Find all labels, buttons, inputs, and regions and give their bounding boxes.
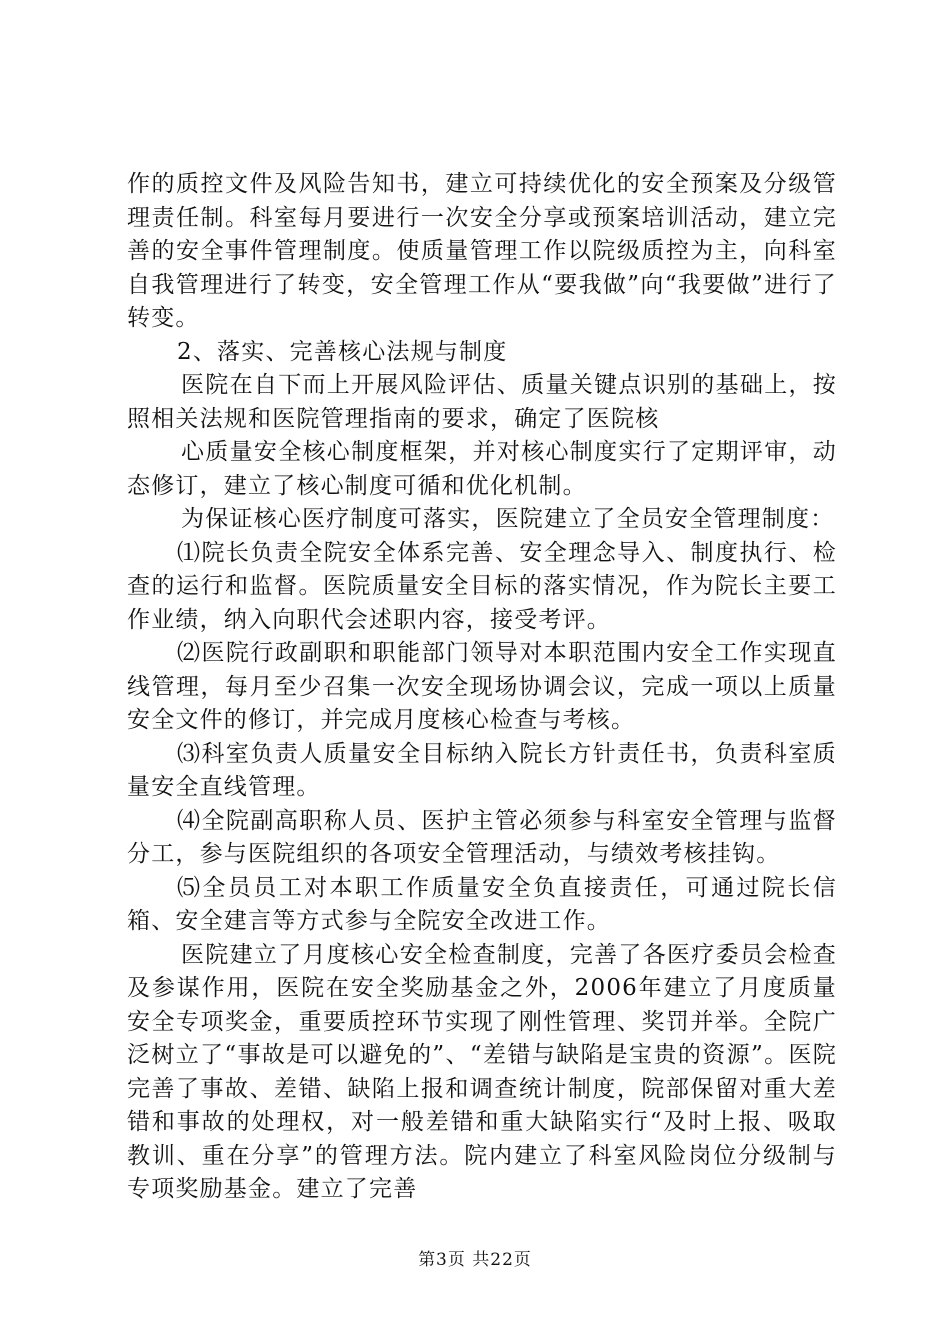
document-body <box>127 168 837 1207</box>
paragraph: 心质量安全核心制度框架，并对核心制度实行了定期评审，动态修订，建立了核心制度可循和优化机制。 <box>127 439 837 499</box>
paragraph-continuation: 作的质控文件及风险告知书，建立可持续优化的安全预案及分级管理责任制。科室每月要进行一次安全分享或预案培训活动，建立完善的安全事件管理制度。使质量管理工作以院级质控为主，向科室自我管理进行了转变，安全管理工作从“要我做”向“我要做”进行了转变。 <box>127 171 837 331</box>
section-heading: 2、落实、完善核心法规与制度 <box>177 338 508 365</box>
page-number-footer: 第3页 共22页 <box>418 1250 532 1270</box>
paragraph: 医院建立了月度核心安全检查制度，完善了各医疗委员会检查及参谋作用，医院在安全奖励基金之外，2006年建立了月度质量安全专项奖金，重要质控环节实现了刚性管理、奖罚并举。全院广泛树立了“事故是可以避免的”、“差错与缺陷是宝贵的资源”。医院完善了事故、差错、缺陷上报和调查统计制度，院部保留对重大差错和事故的处理权，对一般差错和重大缺陷实行“及时上报、吸取教训、重在分享”的管理方法。院内建立了科室风险岗位分级制与专项奖励基金。建立了完善 <box>127 941 837 1202</box>
list-item: ⑸全员员工对本职工作质量安全负直接责任，可通过院长信箱、安全建言等方式参与全院安全改进工作。 <box>127 874 837 934</box>
paragraph: 为保证核心医疗制度可落实，医院建立了全员安全管理制度： <box>181 506 835 532</box>
list-item: ⑴院长负责全院安全体系完善、安全理念导入、制度执行、检查的运行和监督。医院质量安全目标的落实情况，作为院长主要工作业绩，纳入向职代会述职内容，接受考评。 <box>127 539 837 633</box>
list-item: ⑶科室负责人质量安全目标纳入院长方针责任书，负责科室质量安全直线管理。 <box>127 740 837 800</box>
list-item: ⑷全院副高职称人员、医护主管必须参与科室安全管理与监督分工，参与医院组织的各项安全管理活动，与绩效考核挂钩。 <box>127 807 837 867</box>
paragraph: 医院在自下而上开展风险评估、质量关键点识别的基础上，按照相关法规和医院管理指南的要求，确定了医院核 <box>127 372 837 432</box>
list-item: ⑵医院行政副职和职能部门领导对本职范围内安全工作实现直线管理，每月至少召集一次安全现场协调会议，完成一项以上质量安全文件的修订，并完成月度核心检查与考核。 <box>127 640 837 733</box>
